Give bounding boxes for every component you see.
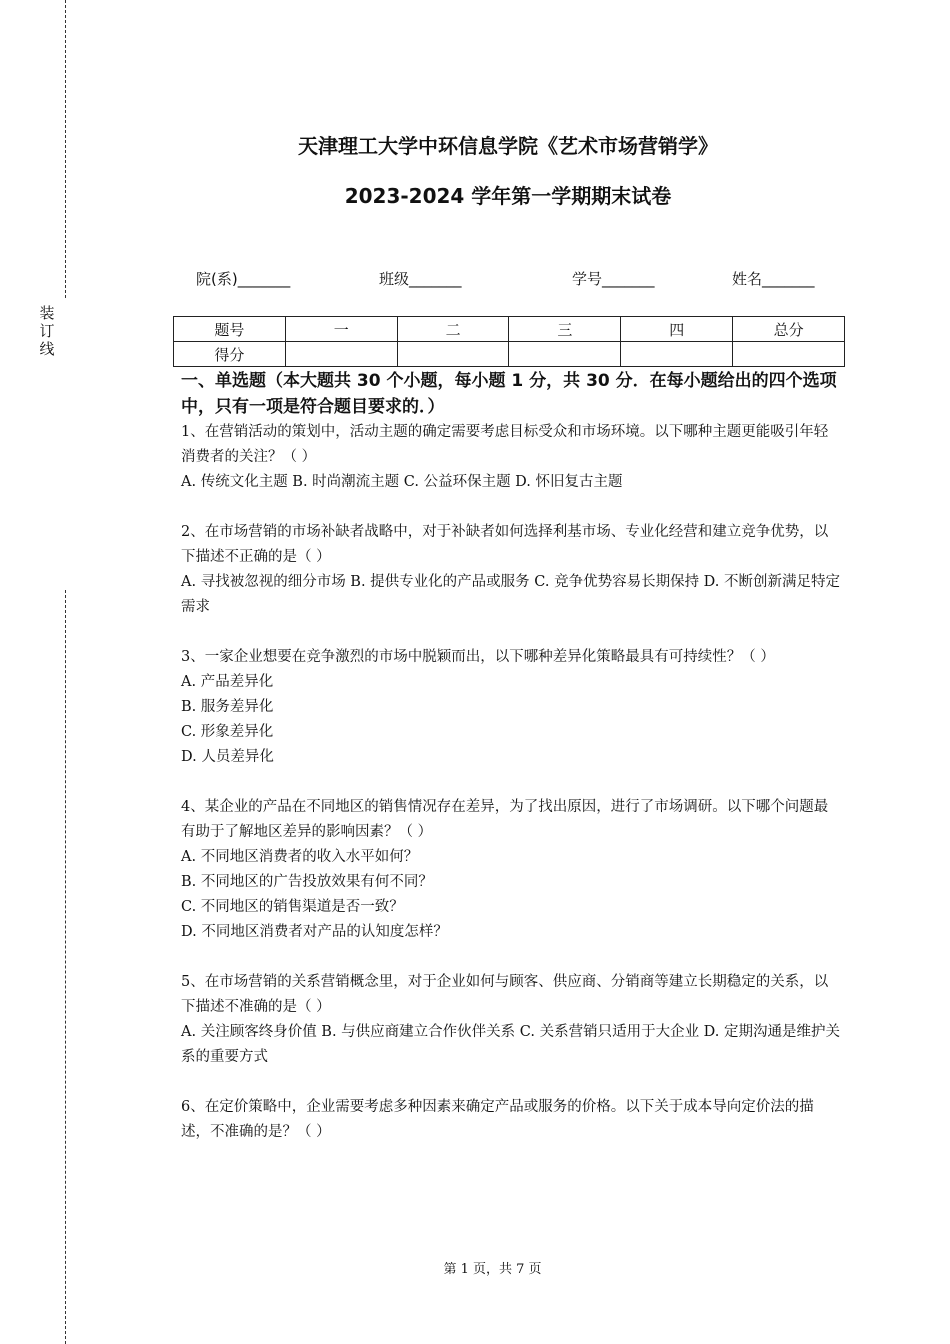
page-footer: 第 1 页，共 7 页 <box>443 1262 542 1277</box>
exam-title-line1: 天津理工大学中环信息学院《艺术市场营销学》 <box>298 134 718 158</box>
score-cell <box>397 342 509 367</box>
score-cell <box>733 342 845 367</box>
class-field: 班级_______ <box>379 270 462 288</box>
question-item <box>181 970 841 1070</box>
question-options: A. 寻找被忽视的细分市场 B. 提供专业化的产品或服务 C. 竞争优势容易长期保持 D. 不断创新满足特定需求 <box>181 574 841 615</box>
score-cell <box>621 342 733 367</box>
question-option: D. 人员差异化 <box>181 749 274 765</box>
college-field: 院(系)_______ <box>196 270 291 288</box>
score-table-header-cell: 题号 <box>174 317 286 342</box>
question-item <box>181 420 841 495</box>
binding-label <box>38 304 56 358</box>
score-table-header-cell: 四 <box>621 317 733 342</box>
student-id-field: 学号_______ <box>572 270 655 288</box>
question-option: A. 不同地区消费者的收入水平如何？ <box>181 849 419 865</box>
question-options: A. 关注顾客终身价值 B. 与供应商建立合作伙伴关系 C. 关系营销只适用于大企业 D. 定期沟通是维护关系的重要方式 <box>181 1024 841 1065</box>
question-item <box>181 795 841 945</box>
score-table-header-cell: 三 <box>509 317 621 342</box>
question-item <box>181 520 841 620</box>
binding-char: 线 <box>39 340 55 358</box>
question-stem: 6、在定价策略中，企业需要考虑多种因素来确定产品或服务的价格。以下关于成本导向定价法的描述，不准确的是？（ ） <box>181 1099 814 1140</box>
score-table-score-row <box>174 342 845 367</box>
exam-title-line2: 2023-2024 学年第一学期期末试卷 <box>344 184 672 208</box>
section-heading: 一、单选题（本大题共 30 个小题，每小题 1 分，共 30 分．在每小题给出的四个选项中，只有一项是符合题目要求的．） <box>181 371 837 417</box>
score-table-header-cell: 二 <box>397 317 509 342</box>
question-list <box>181 420 841 1170</box>
question-stem: 4、某企业的产品在不同地区的销售情况存在差异，为了找出原因，进行了市场调研。以下哪个问题最有助于了解地区差异的影响因素？（ ） <box>181 799 829 840</box>
score-table-header-row <box>174 317 845 342</box>
score-row-label: 得分 <box>174 342 286 367</box>
score-cell <box>509 342 621 367</box>
question-option: C. 形象差异化 <box>181 724 274 740</box>
question-item <box>181 645 841 770</box>
question-option: D. 不同地区消费者对产品的认知度怎样？ <box>181 924 448 940</box>
question-options: A. 传统文化主题 B. 时尚潮流主题 C. 公益环保主题 D. 怀旧复古主题 <box>181 474 623 490</box>
score-cell <box>285 342 397 367</box>
question-item <box>181 1095 841 1145</box>
question-stem: 5、在市场营销的关系营销概念里，对于企业如何与顾客、供应商、分销商等建立长期稳定的关系，以下描述不准确的是（ ） <box>181 974 829 1015</box>
score-table-header-cell: 总分 <box>733 317 845 342</box>
question-option: B. 服务差异化 <box>181 699 274 715</box>
question-option: C. 不同地区的销售渠道是否一致？ <box>181 899 404 915</box>
binding-char: 装 <box>39 304 55 322</box>
question-stem: 2、在市场营销的市场补缺者战略中，对于补缺者如何选择利基市场、专业化经营和建立竞争优势，以下描述不正确的是（ ） <box>181 524 829 565</box>
name-field: 姓名_______ <box>732 270 815 288</box>
question-option: A. 产品差异化 <box>181 674 274 690</box>
question-stem: 1、在营销活动的策划中，活动主题的确定需要考虑目标受众和市场环境。以下哪种主题更能吸引年轻消费者的关注？（ ） <box>181 424 829 465</box>
score-table <box>173 316 845 367</box>
binding-char: 订 <box>39 322 55 340</box>
question-option: B. 不同地区的广告投放效果有何不同？ <box>181 874 433 890</box>
score-table-header-cell: 一 <box>285 317 397 342</box>
binding-line-bottom <box>65 590 66 1344</box>
question-stem: 3、一家企业想要在竞争激烈的市场中脱颖而出，以下哪种差异化策略最具有可持续性？（ ） <box>181 649 775 665</box>
